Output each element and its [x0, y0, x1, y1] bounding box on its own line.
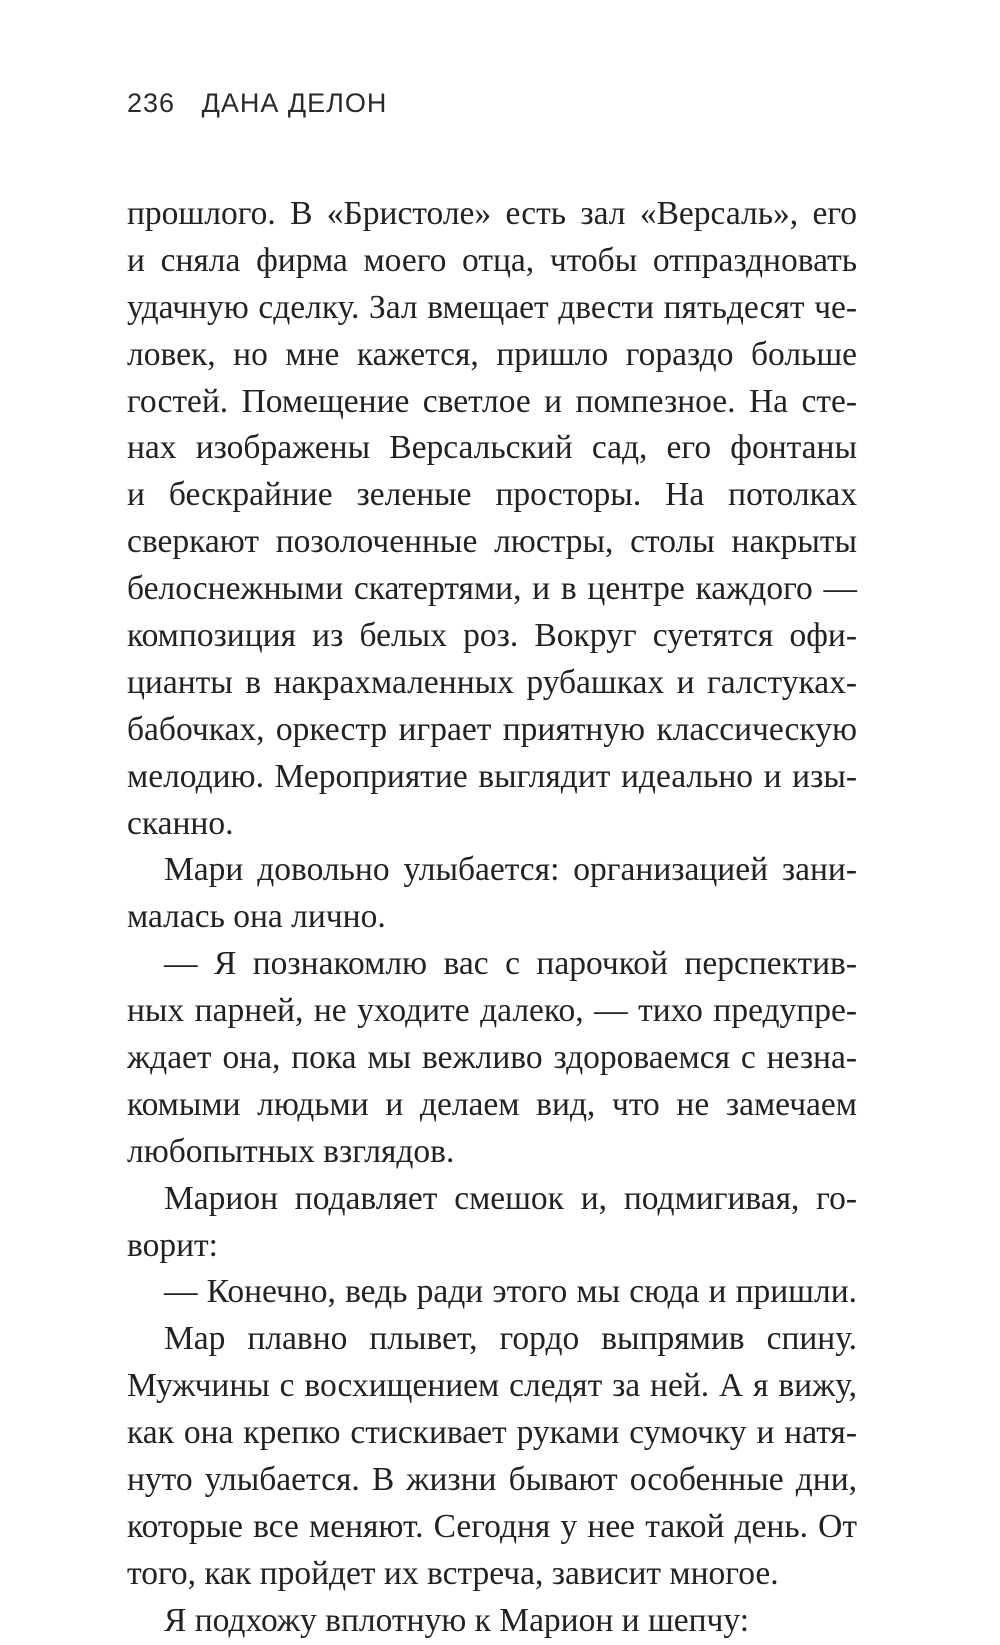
text-line: композиция из белых роз. Вокруг суетятся офи- [127, 617, 857, 655]
text-line: ждает она, пока мы вежливо здороваемся с незна- [127, 1039, 857, 1077]
text-line: и бескрайние зеленые просторы. На потолках [127, 476, 857, 514]
body-text [127, 191, 857, 1645]
text-line: и сняла фирма моего отца, чтобы отпраздновать [127, 241, 857, 279]
text-line: прошлого. В «Бристоле» есть зал «Версаль», его [127, 195, 857, 232]
text-line: Марион подавляет смешок и, подмигивая, го- [164, 1179, 857, 1217]
text-line: как она крепко стискивает руками сумочку и натя- [127, 1414, 857, 1452]
text-line: которые все меняют. Сегодня у нее такой день. От [127, 1507, 857, 1545]
text-line: Мар плавно плывет, гордо выпрямив спину. [164, 1320, 857, 1358]
text-line: малась она лично. [127, 898, 386, 936]
text-line: нах изображены Версальский сад, его фонтаны [127, 429, 857, 467]
author-name: ДАНА ДЕЛОН [201, 88, 388, 118]
text-line: Мари довольно улыбается: организацией зани- [164, 851, 857, 889]
text-line: удачную сделку. Зал вмещает двести пятьдесят че- [127, 288, 857, 326]
running-header [127, 88, 387, 119]
text-line: — Конечно, ведь ради этого мы сюда и пришли. [164, 1273, 857, 1311]
text-line: гостей. Помещение светлое и помпезное. На сте- [127, 382, 857, 420]
text-line: любопытных взглядов. [127, 1132, 455, 1170]
text-line: ворит: [127, 1226, 218, 1264]
text-line: бабочках, оркестр играет приятную классическую [127, 710, 857, 748]
text-line: нуто улыбается. В жизни бывают особенные дни, [127, 1461, 857, 1499]
text-line: сканно. [127, 804, 234, 842]
text-line: ных парней, не уходите далеко, — тихо предупре- [127, 992, 857, 1030]
text-line: Я подхожу вплотную к Марион и шепчу: [164, 1601, 750, 1639]
text-line: цианты в накрахмаленных рубашках и галстуках- [127, 663, 857, 701]
text-line: белоснежными скатертями, и в центре каждого — [127, 570, 857, 608]
text-line: Мужчины с восхищением следят за ней. А я вижу, [127, 1367, 857, 1405]
text-line: того, как пройдет их встреча, зависит многое. [127, 1554, 779, 1592]
page-number: 236 [127, 88, 176, 118]
text-line: ловек, но мне кажется, пришло гораздо больше [127, 335, 857, 373]
text-line: комыми людьми и делаем вид, что не замечаем [127, 1085, 857, 1123]
text-line: сверкают позолоченные люстры, столы накрыты [127, 523, 857, 561]
text-line: мелодию. Мероприятие выглядит идеально и изы- [127, 757, 857, 795]
text-line: — Я познакомлю вас с парочкой перспектив- [164, 945, 857, 983]
